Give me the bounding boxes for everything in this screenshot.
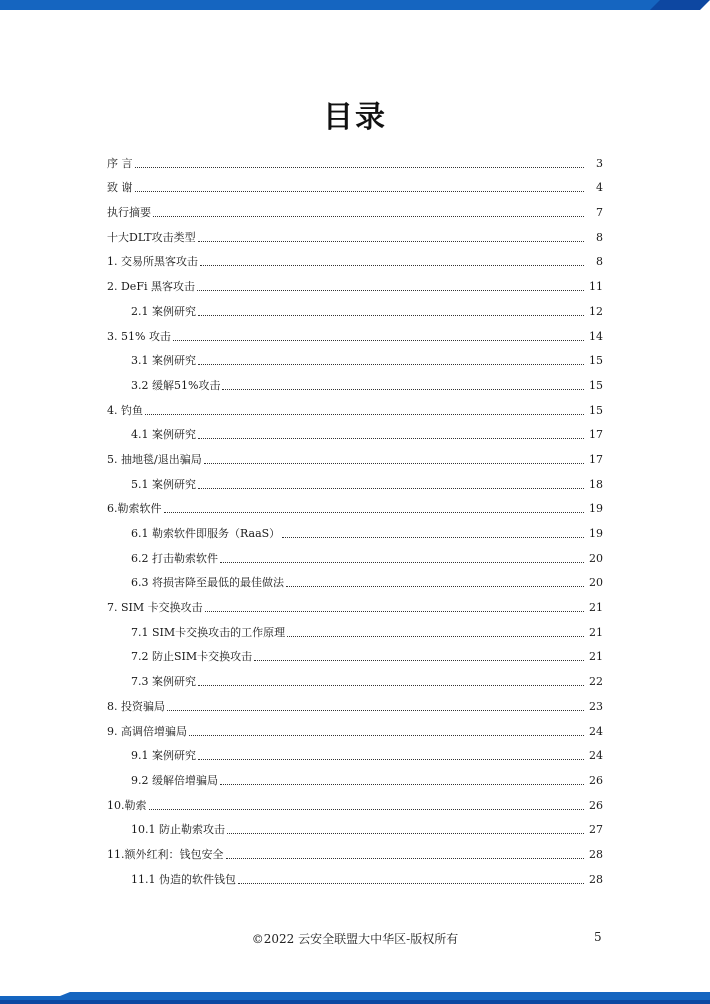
- toc-entry-label: 3.1 案例研究: [131, 354, 196, 368]
- toc-entry-page: 11: [589, 280, 603, 294]
- toc-dot-leader: [220, 784, 584, 785]
- toc-entry-page: 21: [589, 601, 603, 615]
- toc-entry[interactable]: [107, 442, 603, 467]
- toc-entry[interactable]: [107, 590, 603, 615]
- toc-entry-page: 8: [596, 255, 603, 269]
- toc-dot-leader: [164, 512, 585, 513]
- toc-dot-leader: [135, 191, 585, 192]
- toc-entry-label: 7. SIM 卡交换攻击: [107, 601, 203, 615]
- toc-entry-label: 1. 交易所黑客攻击: [107, 255, 198, 269]
- toc-entry[interactable]: [107, 566, 603, 591]
- toc-dot-leader: [282, 537, 584, 538]
- toc-entry-label: 十大DLT攻击类型: [107, 230, 196, 244]
- toc-entry[interactable]: [107, 664, 603, 689]
- toc-entry-page: 24: [589, 749, 603, 763]
- toc-entry-label: 3.2 缓解51%攻击: [131, 378, 221, 392]
- toc-entry[interactable]: [107, 541, 603, 566]
- toc-entry-page: 21: [589, 625, 603, 639]
- toc-entry-page: 3: [596, 156, 603, 170]
- toc-entry-label: 5. 抽地毯/退出骗局: [107, 452, 202, 466]
- toc-entry-page: 7: [596, 206, 603, 220]
- toc-entry-label: 6.3 将损害降至最低的最佳做法: [131, 576, 284, 590]
- toc-entry-label: 7.3 案例研究: [131, 675, 196, 689]
- bottom-decorative-band: [0, 992, 710, 1004]
- top-decorative-band: [0, 0, 710, 10]
- toc-entry-label: 2.1 案例研究: [131, 304, 196, 318]
- page-title: 目录: [323, 100, 387, 135]
- toc-entry[interactable]: [107, 813, 603, 838]
- footer-copyright: ©2022 云安全联盟大中华区-版权所有: [251, 932, 459, 946]
- toc-entry-label: 致 谢: [107, 181, 133, 195]
- toc-dot-leader: [220, 562, 584, 563]
- toc-dot-leader: [167, 710, 584, 711]
- toc-entry[interactable]: [107, 467, 603, 492]
- toc-dot-leader: [200, 265, 584, 266]
- toc-entry-label: 5.1 案例研究: [131, 477, 196, 491]
- toc-entry-page: 15: [589, 403, 603, 417]
- toc-dot-leader: [198, 241, 584, 242]
- toc-dot-leader: [135, 167, 585, 168]
- toc-entry[interactable]: [107, 269, 603, 294]
- toc-entry[interactable]: [107, 393, 603, 418]
- toc-entry-page: 26: [589, 798, 603, 812]
- toc-entry-label: 11.1 伪造的软件钱包: [131, 872, 236, 886]
- toc-entry-label: 执行摘要: [107, 206, 151, 220]
- toc-entry-page: 4: [596, 181, 603, 195]
- toc-dot-leader: [198, 685, 584, 686]
- toc-entry-label: 9.2 缓解倍增骗局: [131, 773, 218, 787]
- toc-dot-leader: [198, 438, 584, 439]
- toc-entry[interactable]: [107, 763, 603, 788]
- toc-entry-label: 序 言: [107, 156, 133, 170]
- toc-entry-page: 17: [589, 428, 603, 442]
- toc-dot-leader: [149, 809, 585, 810]
- toc-entry[interactable]: [107, 171, 603, 196]
- toc-entry-page: 28: [589, 847, 603, 861]
- toc-dot-leader: [287, 636, 584, 637]
- toc-entry[interactable]: [107, 245, 603, 270]
- toc-entry[interactable]: [107, 689, 603, 714]
- toc-entry[interactable]: [107, 368, 603, 393]
- toc-entry-label: 10.勒索: [107, 798, 147, 812]
- toc-entry-page: 15: [589, 354, 603, 368]
- toc-entry-page: 14: [589, 329, 603, 343]
- toc-dot-leader: [204, 463, 584, 464]
- toc-dot-leader: [205, 611, 584, 612]
- toc-entry-label: 8. 投资骗局: [107, 699, 165, 713]
- toc-dot-leader: [227, 833, 584, 834]
- toc-entry[interactable]: [107, 294, 603, 319]
- toc-entry-page: 27: [589, 823, 603, 837]
- toc-dot-leader: [189, 735, 584, 736]
- toc-entry[interactable]: [107, 837, 603, 862]
- toc-dot-leader: [197, 290, 584, 291]
- toc-entry[interactable]: [107, 492, 603, 517]
- toc-entry-label: 9.1 案例研究: [131, 749, 196, 763]
- toc-entry-page: 22: [589, 675, 603, 689]
- toc-entry-page: 26: [589, 773, 603, 787]
- toc-dot-leader: [286, 586, 584, 587]
- toc-entry[interactable]: [107, 344, 603, 369]
- toc-dot-leader: [198, 488, 584, 489]
- toc-entry-page: 21: [589, 650, 603, 664]
- table-of-contents: [107, 146, 603, 887]
- toc-entry-page: 12: [589, 304, 603, 318]
- toc-entry-label: 10.1 防止勒索攻击: [131, 823, 225, 837]
- toc-entry-label: 2. DeFi 黑客攻击: [107, 280, 195, 294]
- toc-dot-leader: [173, 340, 584, 341]
- toc-entry-page: 17: [589, 452, 603, 466]
- toc-entry[interactable]: [107, 418, 603, 443]
- toc-entry[interactable]: [107, 146, 603, 171]
- toc-entry-page: 18: [589, 477, 603, 491]
- toc-entry-page: 19: [589, 527, 603, 540]
- toc-entry-page: 28: [589, 872, 603, 886]
- toc-dot-leader: [226, 858, 585, 859]
- toc-entry-page: 19: [589, 502, 603, 516]
- toc-entry-page: 8: [596, 230, 603, 244]
- toc-entry-page: 20: [589, 576, 603, 590]
- toc-entry-label: 6.1 勒索软件即服务（RaaS）: [131, 527, 281, 540]
- toc-dot-leader: [222, 389, 584, 390]
- toc-entry-label: 3. 51% 攻击: [107, 329, 171, 343]
- toc-entry-label: 7.1 SIM卡交换攻击的工作原理: [131, 625, 286, 639]
- toc-entry[interactable]: [107, 615, 603, 640]
- toc-entry[interactable]: [107, 640, 603, 665]
- toc-entry-page: 15: [589, 378, 603, 392]
- toc-dot-leader: [198, 315, 584, 316]
- toc-entry-label: 6.勒索软件: [107, 502, 162, 516]
- toc-dot-leader: [145, 414, 584, 415]
- toc-entry-label: 7.2 防止SIM卡交换攻击: [131, 650, 253, 664]
- toc-entry[interactable]: [107, 319, 603, 344]
- toc-entry-label: 4. 钓鱼: [107, 403, 143, 417]
- toc-entry-label: 4.1 案例研究: [131, 428, 196, 442]
- toc-entry-label: 6.2 打击勒索软件: [131, 551, 218, 565]
- toc-entry-page: 24: [589, 724, 603, 738]
- toc-entry[interactable]: [107, 220, 603, 245]
- toc-entry[interactable]: [107, 195, 603, 220]
- toc-entry[interactable]: [107, 714, 603, 739]
- toc-dot-leader: [198, 759, 584, 760]
- toc-entry-page: 23: [589, 699, 603, 713]
- toc-entry[interactable]: [107, 788, 603, 813]
- toc-dot-leader: [153, 216, 584, 217]
- toc-dot-leader: [254, 660, 584, 661]
- toc-entry-page: 20: [589, 551, 603, 565]
- toc-entry[interactable]: [107, 516, 603, 541]
- footer-page-number: 5: [594, 930, 602, 944]
- toc-entry[interactable]: [107, 862, 603, 887]
- toc-dot-leader: [238, 883, 584, 884]
- toc-entry-label: 9. 高调倍增骗局: [107, 724, 187, 738]
- toc-dot-leader: [198, 364, 584, 365]
- toc-entry[interactable]: [107, 739, 603, 764]
- toc-entry-label: 11.额外红利：钱包安全: [107, 847, 224, 861]
